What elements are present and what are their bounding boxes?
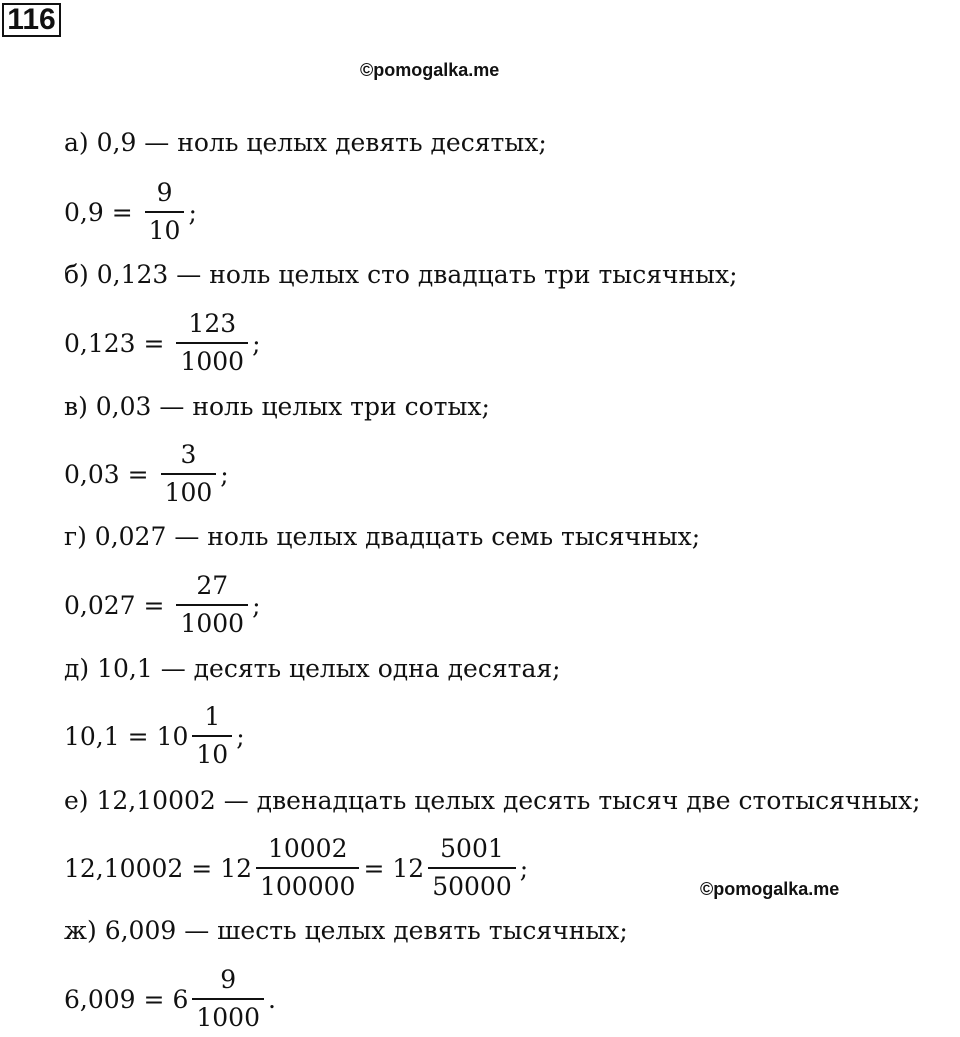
equation-end: ; — [519, 853, 529, 883]
item-equation — [64, 567, 261, 643]
fraction-denominator: 1000 — [192, 998, 264, 1034]
item-text: в) 0,03 — ноль целых три сотых; — [64, 392, 490, 421]
fraction-denominator: 10 — [145, 211, 185, 247]
equation-lhs: 0,9 = — [64, 197, 133, 227]
fraction-denominator: 1000 — [176, 342, 248, 378]
fraction — [145, 177, 185, 247]
whole-part: 12 — [392, 853, 425, 883]
watermark-bottom: ©pomogalka.me — [700, 879, 840, 899]
fraction-denominator: 100 — [161, 473, 217, 509]
fraction — [192, 964, 264, 1034]
equation-lhs: 0,027 = — [64, 590, 165, 620]
task-number: 116 — [2, 3, 61, 37]
whole-part: 12 — [220, 853, 252, 883]
fraction-denominator: 50000 — [428, 867, 516, 903]
watermark-top: ©pomogalka.me — [360, 60, 500, 80]
fraction-numerator: 1 — [204, 702, 221, 731]
whole-part: 6 — [172, 984, 189, 1014]
equation-lhs: 0,123 = — [64, 328, 165, 358]
fraction-numerator: 5001 — [440, 834, 504, 863]
fraction — [428, 833, 516, 903]
equals-sign: = — [363, 853, 385, 883]
fraction-numerator: 27 — [196, 571, 229, 600]
fraction-numerator: 9 — [220, 965, 237, 994]
equation-end: ; — [252, 328, 261, 358]
item-equation — [64, 305, 261, 381]
fraction-denominator: 1000 — [176, 604, 248, 640]
equation-end: ; — [236, 721, 245, 751]
item-text: е) 12,10002 — двенадцать целых десять тысяч две стотысячных; — [64, 786, 921, 815]
fraction-denominator: 100000 — [256, 867, 359, 903]
equation-lhs: 10,1 = — [64, 721, 149, 751]
item-text: б) 0,123 — ноль целых сто двадцать три тысячных; — [64, 260, 738, 289]
fraction — [161, 439, 217, 509]
equation-end: ; — [252, 590, 261, 620]
equation-end: ; — [188, 197, 197, 227]
item-text: д) 10,1 — десять целых одна десятая; — [64, 654, 561, 683]
fraction — [176, 308, 248, 378]
fraction — [256, 833, 359, 903]
fraction — [192, 701, 232, 771]
item-text: а) 0,9 — ноль целых девять десятых; — [64, 128, 547, 157]
item-equation — [64, 830, 528, 906]
item-text: г) 0,027 — ноль целых двадцать семь тысячных; — [64, 522, 701, 551]
whole-part: 10 — [156, 721, 189, 751]
item-text: ж) 6,009 — шесть целых девять тысячных; — [64, 916, 628, 945]
item-equation — [64, 698, 245, 774]
item-equation — [64, 436, 229, 512]
fraction-numerator: 10002 — [267, 834, 348, 863]
equation-end: . — [268, 984, 276, 1014]
equation-lhs: 0,03 = — [64, 459, 149, 489]
equation-end: ; — [220, 459, 229, 489]
item-equation — [64, 961, 276, 1037]
fraction-numerator: 9 — [156, 178, 173, 207]
item-equation — [64, 174, 197, 250]
fraction-numerator: 123 — [188, 309, 237, 338]
fraction-denominator: 10 — [192, 735, 232, 771]
equation-lhs: 6,009 = — [64, 984, 165, 1014]
equation-lhs: 12,10002 = — [64, 853, 213, 883]
fraction-numerator: 3 — [180, 440, 197, 469]
fraction — [176, 570, 248, 640]
